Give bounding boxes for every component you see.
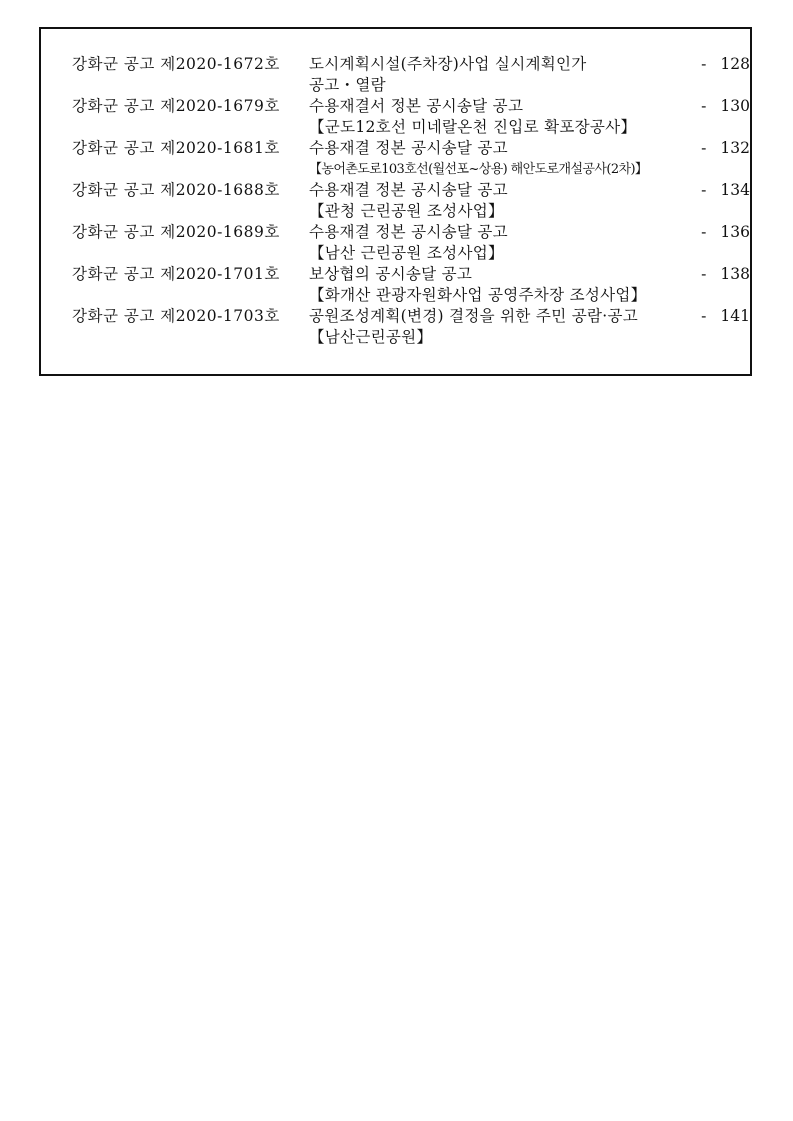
toc-list (72, 54, 750, 348)
notice-title: 수용재결서 정본 공시송달 공고 (309, 97, 524, 115)
toc-entry[interactable] (72, 180, 750, 222)
notice-subtitle: 【화개산 관광자원화사업 공영주차장 조성사업】 (309, 286, 647, 304)
leader-dash: - (701, 265, 707, 283)
notice-number: 강화군 공고 제2020-1672호 (72, 55, 280, 73)
notice-title: 수용재결 정본 공시송달 공고 (309, 139, 508, 157)
page-number: 138 (720, 265, 750, 283)
page-reference (694, 306, 750, 327)
toc-entry[interactable] (72, 264, 750, 306)
notice-number: 강화군 공고 제2020-1701호 (72, 265, 280, 283)
toc-entry[interactable] (72, 54, 750, 96)
leader-dash: - (701, 55, 707, 73)
notice-title: 보상협의 공시송달 공고 (309, 265, 473, 283)
notice-subtitle: 【관청 근린공원 조성사업】 (309, 202, 504, 220)
leader-dash: - (701, 223, 707, 241)
page-reference (694, 54, 750, 75)
leader-dash: - (701, 307, 707, 325)
notice-number: 강화군 공고 제2020-1703호 (72, 307, 280, 325)
notice-subtitle: 【남산 근린공원 조성사업】 (309, 244, 504, 262)
page-reference (694, 264, 750, 285)
page-number: 134 (720, 181, 750, 199)
page-number: 132 (720, 139, 750, 157)
page-number: 130 (720, 97, 750, 115)
leader-dash: - (701, 139, 707, 157)
page-reference (694, 222, 750, 243)
notice-subtitle: 【농어촌도로103호선(월선포~상용) 해안도로개설공사(2차)】 (309, 162, 648, 177)
page-number: 128 (720, 55, 750, 73)
notice-number: 강화군 공고 제2020-1688호 (72, 181, 280, 199)
page-reference (694, 180, 750, 201)
table-of-contents-box (39, 27, 752, 376)
notice-title: 수용재결 정본 공시송달 공고 (309, 181, 508, 199)
page-reference (694, 96, 750, 117)
page-number: 136 (720, 223, 750, 241)
notice-subtitle: 공고・열람 (309, 76, 386, 94)
page-reference (694, 138, 750, 159)
toc-entry[interactable] (72, 138, 750, 180)
notice-number: 강화군 공고 제2020-1679호 (72, 97, 280, 115)
notice-subtitle: 【남산근린공원】 (309, 328, 433, 346)
notice-title: 도시계획시설(주차장)사업 실시계획인가 (309, 55, 587, 73)
toc-entry[interactable] (72, 306, 750, 348)
notice-number: 강화군 공고 제2020-1681호 (72, 139, 280, 157)
notice-number: 강화군 공고 제2020-1689호 (72, 223, 280, 241)
toc-entry[interactable] (72, 222, 750, 264)
page-number: 141 (720, 307, 750, 325)
leader-dash: - (701, 181, 707, 199)
notice-title: 수용재결 정본 공시송달 공고 (309, 223, 508, 241)
toc-entry[interactable] (72, 96, 750, 138)
leader-dash: - (701, 97, 707, 115)
notice-subtitle: 【군도12호선 미네랄온천 진입로 확포장공사】 (309, 118, 637, 136)
notice-title: 공원조성계획(변경) 결정을 위한 주민 공람·공고 (309, 307, 639, 325)
